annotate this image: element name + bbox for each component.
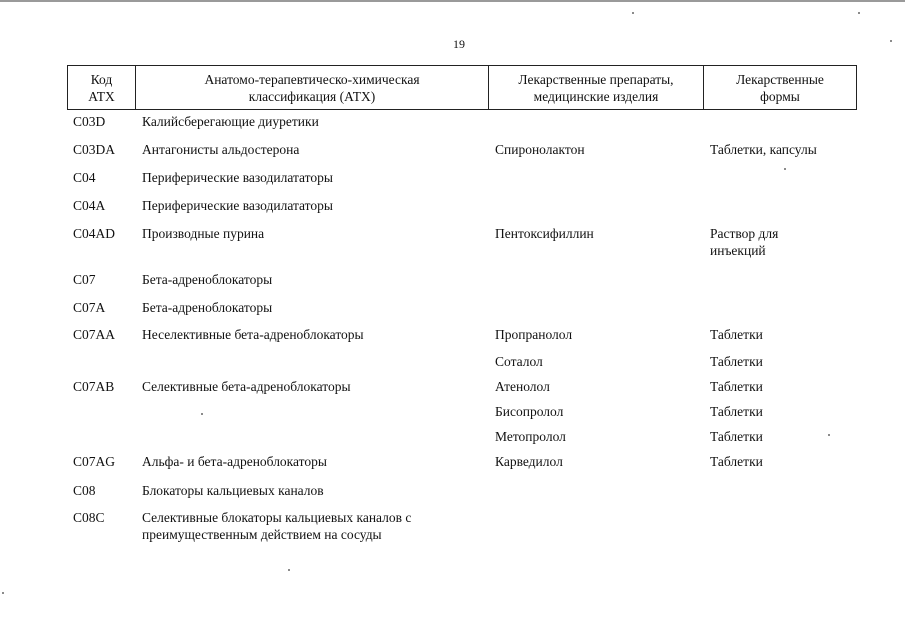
drug-cell: Бисопролол [495, 404, 564, 419]
classification-cell: Бета-адреноблокаторы [142, 300, 273, 315]
classification-cell: Производные пурина [142, 226, 265, 241]
code-cell: C07 [73, 272, 96, 287]
page-number: 19 [453, 37, 465, 51]
code-cell: C04AD [73, 226, 116, 241]
form-cell: Таблетки [710, 404, 763, 419]
classification-cell: Бета-адреноблокаторы [142, 272, 273, 287]
scan-speck [784, 168, 786, 170]
scan-speck [201, 413, 203, 415]
code-cell: C07AB [73, 379, 115, 394]
form-cell: Таблетки, капсулы [710, 142, 817, 157]
drug-cell: Пентоксифиллин [495, 226, 594, 241]
scan-speck [890, 40, 892, 42]
code-cell: C08C [73, 510, 105, 525]
code-cell: C04A [73, 198, 106, 213]
form-cell: Таблетки [710, 454, 763, 469]
code-cell: C07A [73, 300, 106, 315]
scan-speck [2, 592, 4, 594]
drug-cell: Пропранолол [495, 327, 573, 342]
header-code: Код АТХ [68, 66, 136, 109]
classification-cell: Селективные бета-адреноблокаторы [142, 379, 351, 394]
classification-cell: Альфа- и бета-адреноблокаторы [142, 454, 327, 469]
code-cell: C04 [73, 170, 96, 185]
header-classification: Анатомо-терапевтическо-химическая классификация (АТХ) [136, 66, 489, 109]
drug-cell: Соталол [495, 354, 543, 369]
classification-cell: Периферические вазодилататоры [142, 198, 333, 213]
form-cell: Таблетки [710, 379, 763, 394]
code-cell: C03D [73, 114, 106, 129]
scan-speck [632, 12, 634, 14]
scan-speck [858, 12, 860, 14]
classification-cell: Периферические вазодилататоры [142, 170, 333, 185]
code-cell: C07AG [73, 454, 116, 469]
scan-top-edge [0, 0, 905, 2]
table-header [67, 65, 857, 110]
header-drugs: Лекарственные препараты, медицинские изделия [489, 66, 704, 109]
drug-cell: Атенолол [495, 379, 550, 394]
drug-cell: Карведилол [495, 454, 563, 469]
form-cell: Таблетки [710, 354, 763, 369]
drug-cell: Спиронолактон [495, 142, 585, 157]
scan-speck [828, 434, 830, 436]
form-cell: Таблетки [710, 327, 763, 342]
code-cell: C03DA [73, 142, 116, 157]
code-cell: C07AA [73, 327, 116, 342]
header-forms: Лекарственные формы [736, 71, 824, 104]
code-cell: C08 [73, 483, 96, 498]
classification-cell: Блокаторы кальциевых каналов [142, 483, 324, 498]
classification-cell: Селективные блокаторы кальциевых каналов с преимущественным действием на сосуды [142, 510, 412, 542]
classification-cell: Калийсберегающие диуретики [142, 114, 319, 129]
form-cell: Таблетки [710, 429, 763, 444]
drug-cell: Метопролол [495, 429, 566, 444]
classification-cell: Неселективные бета-адреноблокаторы [142, 327, 364, 342]
scan-speck [288, 569, 290, 571]
form-cell: Раствор для инъекций [710, 226, 779, 258]
classification-cell: Антагонисты альдостерона [142, 142, 300, 157]
